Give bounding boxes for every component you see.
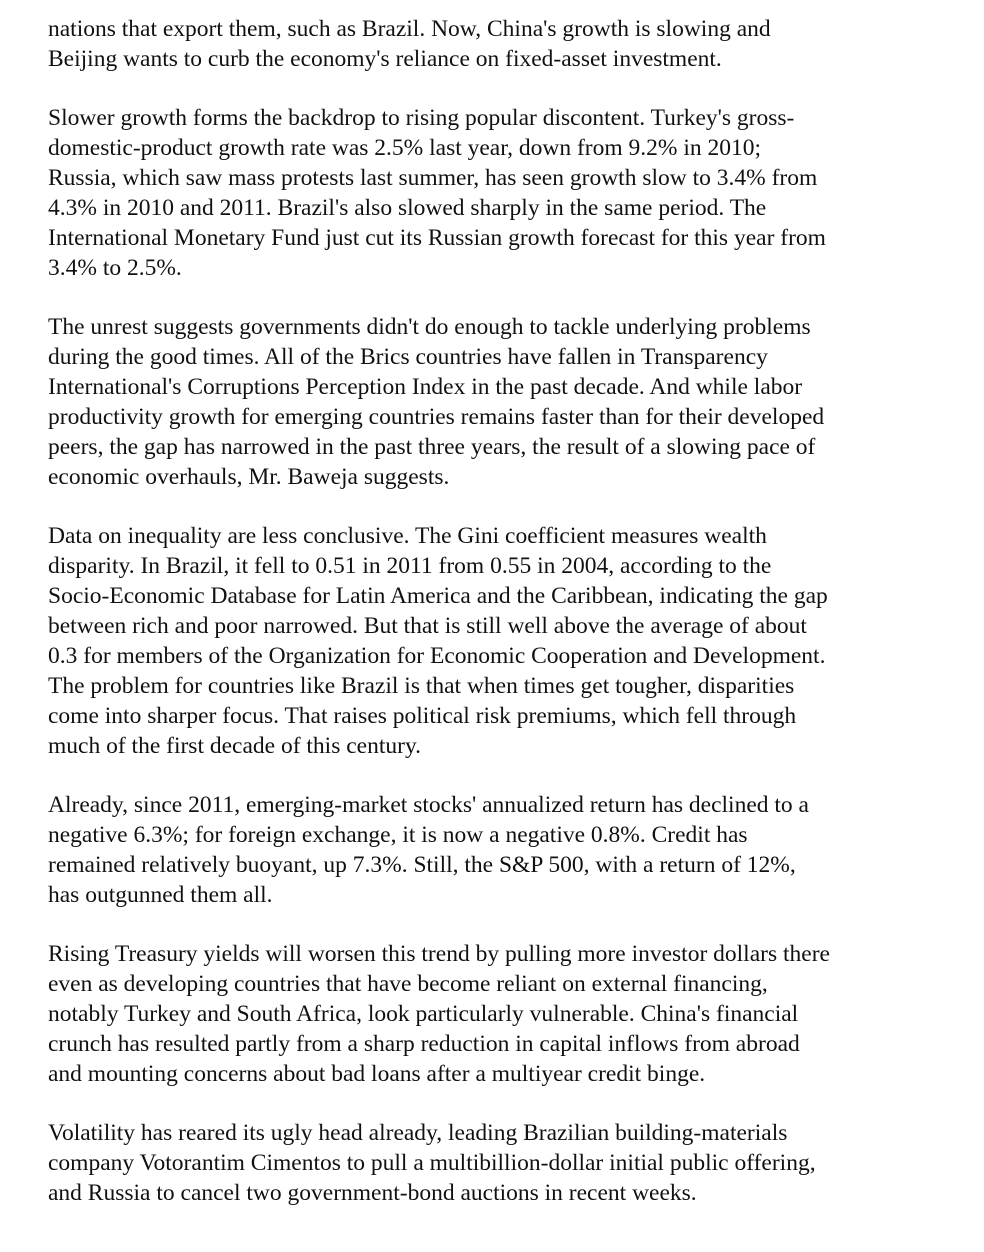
document-body: [48, 14, 938, 1237]
paragraph-volatility: Volatility has reared its ugly head already, leading Brazilian building-materials company Votorantim Cimentos to pull a multibillion-dollar initial public offering, and Russia to cancel two government-bond auctions in recent weeks.: [48, 1120, 816, 1206]
paragraph-unrest: The unrest suggests governments didn't do enough to tackle underlying problems during the good times. All of the Brics countries have fallen in Transparency International's Corruptions Perception Index in the past decade. And while labor productivity growth for emerging countries remains faster than for their developed peers, the gap has narrowed in the past three years, the result of a slowing pace of economic overhauls, Mr. Baweja suggests.: [48, 314, 825, 490]
paragraph-china-growth: nations that export them, such as Brazil. Now, China's growth is slowing and Beijing wants to curb the economy's reliance on fixed-asset investment.: [48, 16, 771, 72]
paragraph-inequality: Data on inequality are less conclusive. The Gini coefficient measures wealth disparity. In Brazil, it fell to 0.51 in 2011 from 0.55 in 2004, according to the Socio-Economic Database for Latin America and the Caribbean, indicating the gap between rich and poor narrowed. But that is still well above the average of about 0.3 for members of the Organization for Economic Cooperation and Development. The problem for countries like Brazil is that when times get tougher, disparities come into sharper focus. That raises political risk premiums, which fell through much of the first decade of this century.: [48, 523, 828, 759]
paragraph-treasury-yields: Rising Treasury yields will worsen this trend by pulling more investor dollars there even as developing countries that have become reliant on external financing, notably Turkey and South Africa, look particularly vulnerable. China's financial crunch has resulted partly from a sharp reduction in capital inflows from abroad and mounting concerns about bad loans after a multiyear credit binge.: [48, 941, 830, 1087]
paragraph-returns: Already, since 2011, emerging-market stocks' annualized return has declined to a negative 6.3%; for foreign exchange, it is now a negative 0.8%. Credit has remained relatively buoyant, up 7.3%. Still, the S&P 500, with a return of 12%, has outgunned them all.: [48, 792, 809, 908]
paragraph-slower-growth: Slower growth forms the backdrop to rising popular discontent. Turkey's gross- domestic-product growth rate was 2.5% last year, down from 9.2% in 2010; Russia, which saw mass protests last summer, has seen growth slow to 3.4% from 4.3% in 2010 and 2011. Brazil's also slowed sharply in the same period. The International Monetary Fund just cut its Russian growth forecast for this year from 3.4% to 2.5%.: [48, 105, 826, 281]
